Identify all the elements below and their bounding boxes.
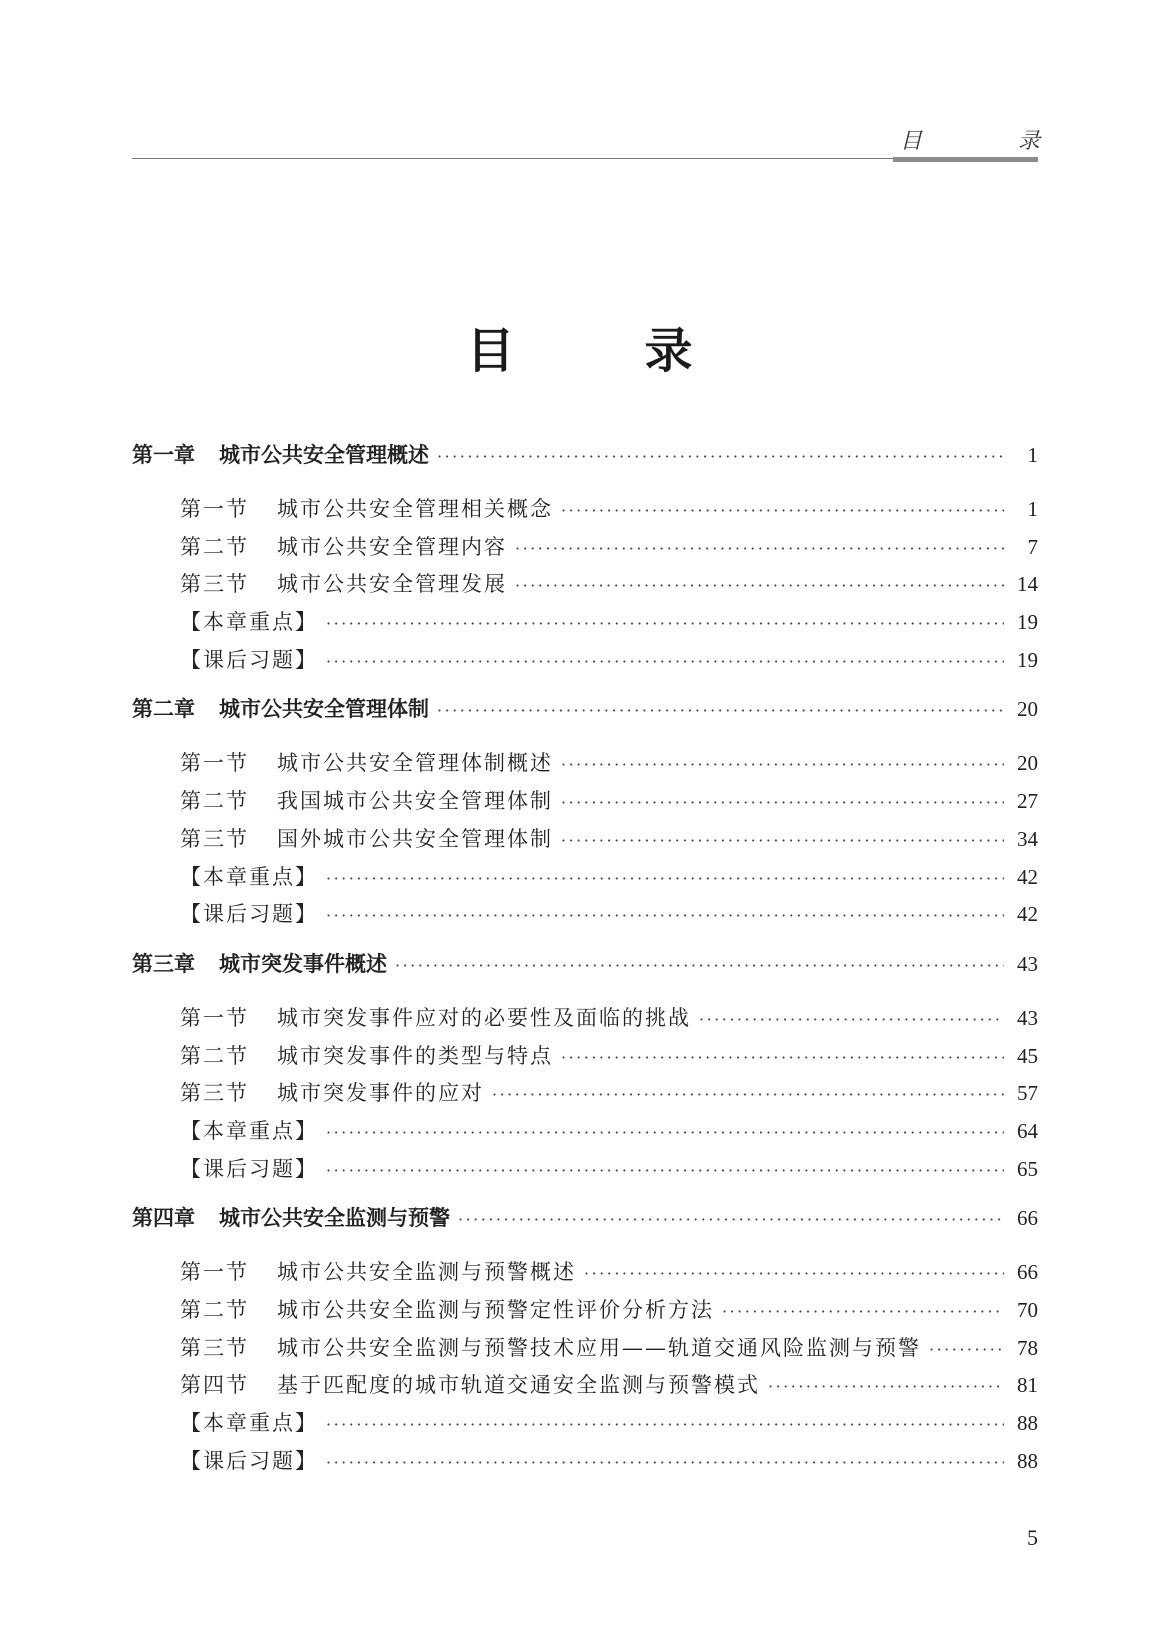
dot-leader [561,822,1004,859]
toc-page-number: 14 [1017,572,1038,597]
toc-entry-label [180,1405,318,1443]
toc-entry-label [180,529,507,567]
toc-entry-number: 第一节 [180,1005,249,1030]
toc-entry-title: 城市公共安全管理体制 [219,697,429,722]
toc-entry-number: 第三节 [180,826,249,851]
toc-entry-title: 城市公共安全监测与预警技术应用——轨道交通风险监测与预警 [277,1335,921,1360]
dot-leader [561,492,1004,529]
toc-entry-label [180,1151,318,1189]
toc-chapter-entry[interactable] [132,690,1038,728]
toc-entry-title: 国外城市公共安全管理体制 [277,826,553,851]
toc-page-number: 88 [1017,1448,1038,1473]
toc-entry-label [180,642,318,680]
toc-page-number: 66 [1017,1206,1038,1231]
dot-leader [326,1406,1004,1443]
toc-entry-label [180,1075,484,1113]
toc-page-number: 70 [1017,1298,1038,1322]
dot-leader [561,746,1004,783]
toc-section-entry[interactable] [132,1000,1038,1038]
toc-page-number: 20 [1017,697,1038,722]
toc-section-entry[interactable] [132,859,1038,897]
toc-entry-title: 城市突发事件概述 [219,951,387,976]
toc-section-entry[interactable] [132,783,1038,821]
toc-page-number: 20 [1017,751,1038,776]
dot-leader [326,1152,1004,1189]
toc-entry-label [180,1330,921,1368]
running-head-right: 录 [1017,129,1040,154]
dot-leader [326,1114,1004,1151]
toc-section-entry[interactable] [132,1443,1038,1481]
toc-entry-label [180,1292,714,1330]
toc-section-entry[interactable] [132,745,1038,783]
toc-page-number: 81 [1017,1373,1038,1398]
toc-section-entry[interactable] [132,604,1038,642]
dot-leader [561,1039,1004,1076]
running-head-title [900,124,1040,155]
toc-section-entry[interactable] [132,642,1038,680]
toc-section-entry[interactable] [132,1038,1038,1076]
toc-entry-number: 第二节 [180,1298,249,1322]
dot-leader [437,692,1004,728]
toc-entry-number: 第三节 [180,1081,249,1106]
toc-page-number: 34 [1017,826,1038,851]
toc-entry-label [180,1367,760,1405]
toc-entry-number: 第一节 [180,497,249,521]
toc-entry-label [180,821,553,859]
toc-entry-number: 第二章 [132,697,195,722]
toc-entry-title: 城市公共安全监测与预警 [219,1206,450,1231]
toc-entry-title: 我国城市公共安全管理体制 [277,789,553,814]
toc-entry-number: 第一章 [132,443,195,467]
toc-page-number: 19 [1017,647,1038,672]
toc-entry-label [180,896,318,934]
toc-page-number: 43 [1017,951,1038,976]
toc-page-number: 19 [1017,610,1038,635]
toc-entry-title: 【本章重点】 [180,864,318,889]
toc-entry-label [132,1199,450,1237]
toc-entry-label [180,566,507,604]
toc-entry-number: 第三节 [180,572,249,597]
dot-leader [768,1368,1004,1405]
toc-chapter-entry[interactable] [132,945,1038,983]
chapter-block [132,945,1042,1188]
toc-entry-title: 城市公共安全监测与预警概述 [277,1260,576,1285]
toc-entry-number: 第二节 [180,1043,249,1068]
toc-section-entry[interactable] [132,1254,1038,1292]
table-of-contents [132,436,1042,1491]
toc-entry-title: 城市公共安全管理发展 [277,572,507,597]
toc-entry-number: 第四章 [132,1206,195,1231]
toc-entry-label [180,1038,553,1076]
toc-entry-title: 【本章重点】 [180,1118,318,1143]
page-title: 目录 [466,323,823,379]
toc-entry-title: 城市公共安全管理概述 [219,443,429,467]
dot-leader [699,1001,1004,1038]
toc-entry-title: 城市突发事件的类型与特点 [277,1043,553,1068]
toc-entry-label [180,604,318,642]
running-head [0,0,1159,170]
dot-leader [326,643,1004,680]
chapter-block [132,436,1042,679]
toc-entry-label [180,745,553,783]
running-head-left: 目 [900,129,923,154]
toc-entry-label [132,945,387,983]
toc-entry-label [180,859,318,897]
toc-section-entry[interactable] [132,1367,1038,1405]
toc-entry-number: 第三章 [132,951,195,976]
dot-leader [515,530,1004,567]
toc-chapter-entry[interactable] [132,436,1038,474]
dot-leader [929,1331,1004,1368]
toc-page-number: 57 [1017,1081,1038,1106]
toc-section-entry[interactable] [132,566,1038,604]
dot-leader [492,1076,1004,1113]
toc-page-number: 1 [1027,497,1038,521]
toc-entry-title: 城市突发事件的应对 [277,1081,484,1106]
toc-entry-number: 第四节 [180,1373,249,1398]
toc-page-number: 66 [1017,1260,1038,1285]
toc-page-number: 43 [1017,1005,1038,1030]
toc-entry-title: 【课后习题】 [180,902,318,927]
toc-page-number: 88 [1017,1411,1038,1436]
toc-section-entry[interactable] [132,1292,1038,1330]
chapter-block [132,690,1042,933]
toc-entry-label [132,436,429,474]
toc-section-entry[interactable] [132,1151,1038,1189]
dot-leader [722,1293,1004,1330]
toc-entry-label [180,491,553,529]
toc-entry-number: 第二节 [180,534,249,559]
dot-leader [437,438,1004,474]
toc-chapter-entry[interactable] [132,1199,1038,1237]
toc-entry-number: 第三节 [180,1335,249,1360]
dot-leader [326,860,1004,897]
toc-page-number: 42 [1017,864,1038,889]
toc-section-entry[interactable] [132,1113,1038,1151]
dot-leader [515,567,1004,604]
toc-entry-number: 第一节 [180,751,249,776]
toc-entry-number: 第一节 [180,1260,249,1285]
toc-page-number: 45 [1017,1043,1038,1068]
toc-section-entry[interactable] [132,1075,1038,1113]
toc-entry-label [180,1254,576,1292]
toc-entry-label [180,1113,318,1151]
dot-leader [561,784,1004,821]
toc-section-entry[interactable] [132,896,1038,934]
dot-leader [584,1255,1004,1292]
toc-page-number: 42 [1017,902,1038,927]
toc-page-number: 1 [1027,443,1038,467]
toc-entry-title: 城市公共安全管理体制概述 [277,751,553,776]
dot-leader [395,947,1004,983]
dot-leader [326,605,1004,642]
dot-leader [458,1201,1004,1237]
toc-entry-label [180,1443,318,1481]
toc-entry-number: 第二节 [180,789,249,814]
toc-page-number: 65 [1017,1156,1038,1181]
header-bar [893,157,1038,162]
toc-section-entry[interactable] [132,491,1038,529]
toc-entry-label [180,1000,691,1038]
toc-entry-title: 城市突发事件应对的必要性及面临的挑战 [277,1005,691,1030]
toc-page-number: 27 [1017,789,1038,814]
toc-entry-title: 【课后习题】 [180,1448,318,1473]
toc-entry-title: 【课后习题】 [180,1156,318,1181]
dot-leader [326,897,1004,934]
toc-entry-title: 城市公共安全管理内容 [277,534,507,559]
toc-section-entry[interactable] [132,1405,1038,1443]
toc-entry-label [180,783,553,821]
toc-entry-title: 【本章重点】 [180,610,318,635]
toc-section-entry[interactable] [132,1330,1038,1368]
toc-entry-title: 【本章重点】 [180,1411,318,1436]
toc-section-entry[interactable] [132,821,1038,859]
chapter-block [132,1199,1042,1480]
toc-entry-title: 城市公共安全监测与预警定性评价分析方法 [277,1298,714,1322]
toc-entry-title: 城市公共安全管理相关概念 [277,497,553,521]
toc-page-number: 7 [1027,534,1038,559]
toc-section-entry[interactable] [132,529,1038,567]
toc-page-number: 78 [1017,1335,1038,1360]
dot-leader [326,1444,1004,1481]
toc-page-number: 64 [1017,1118,1038,1143]
toc-entry-label [132,690,429,728]
toc-entry-title: 【课后习题】 [180,647,318,672]
toc-entry-title: 基于匹配度的城市轨道交通安全监测与预警模式 [277,1373,760,1398]
page-number: 5 [1027,1525,1038,1550]
